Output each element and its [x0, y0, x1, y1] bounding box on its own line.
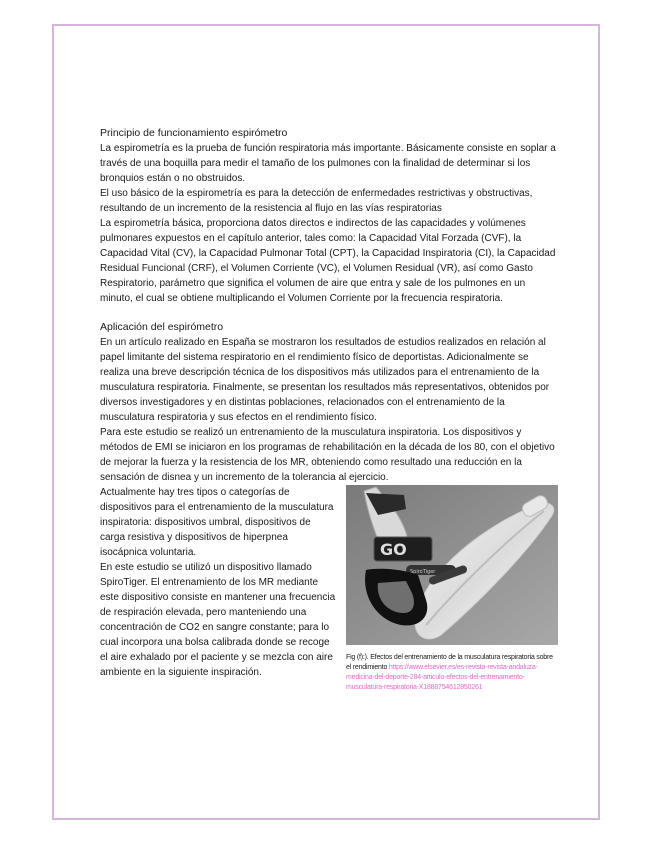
- device-brand: SpiroTiger: [410, 569, 436, 575]
- device-label-go: GO: [380, 540, 407, 559]
- figure: [346, 485, 558, 693]
- figure-caption-text: Fig (f):). Efectos del entrenamiento de la musculatura respiratoria sobre el rendimiento: [346, 654, 553, 671]
- section2-left-paragraph: Actualmente hay tres tipos o categorías de dispositivos para el entrenamiento de la musculatura inspiratoria: dispositivos umbral, dispositivos de carga resistiva y dispositivos de hiperpnea isocápnica voluntaria.: [100, 487, 334, 558]
- section1-paragraph: El uso básico de la espirometría es para la detección de enfermedades restrictivas y obstructivas, resultando de un incremento de la resistencia al flujo en las vías respiratorias: [100, 188, 533, 214]
- section2-heading: Aplicación del espirómetro: [100, 321, 224, 333]
- section2-left-paragraph: En este estudio se utilizó un dispositivo llamado SpiroTiger. El entrenamiento de los MR mediante este dispositivo consiste en mantener una frecuencia de respiración elevada, pero manteniendo una concentración de CO2 en sangre constante; para lo cual incorpora una bolsa calibrada donde se recoge el aire exhalado por el paciente y se mezcla con aire ambiente en la siguiente inspiración.: [100, 562, 336, 678]
- spirotiger-device-illustration: [346, 485, 558, 645]
- text-figure-block: [100, 485, 558, 691]
- document-body: [100, 126, 558, 691]
- section1-heading: Principio de funcionamiento espirómetro: [100, 127, 288, 139]
- left-column: [100, 485, 336, 680]
- spirotiger-photo: [346, 485, 558, 645]
- section1-paragraph: La espirometría básica, proporciona datos directos e indirectos de las capacidades y volúmenes pulmonares expuestos en el capítulo anterior, tales como: la Capacidad Vital Forzada (CVF), la Capacidad Vital (CV), la Capacidad Pulmonar Total (CPT), la Capacidad Inspiratoria (CI), la Capacidad Residual Funcional (CRF), el Volumen Corriente (VC), el Volumen Residual (VR), así como Gasto Respiratorio, parámetro que significa el volumen de aire que entra y sale de los pulmones en un minuto, el cual se obtiene multiplicando el Volumen Corriente por la frecuencia respiratoria.: [100, 218, 556, 304]
- section2-paragraph: En un artículo realizado en España se mostraron los resultados de estudios realizados en relación al papel limitante del sistema respiratorio en el rendimiento físico de deportistas. Adicionalmente se realiza una breve descripción técnica de los dispositivos más utilizados para el entrenamiento de la musculatura respiratoria. Finalmente, se presentan los resultados más representativos, obtenidos por diversos investigadores y en distintas poblaciones, relacionados con el entrenamiento de la musculatura respiratoria y sus efectos en el rendimiento físico.: [100, 337, 550, 423]
- section2-paragraph: Para este estudio se realizó un entrenamiento de la musculatura inspiratoria. Los dispositivos y métodos de EMI se iniciaron en los programas de rehabilitación en la década de los 80, con el objetivo de mejorar la fuerza y la resistencia de los MR, obteniendo como resultado una reducción en la sensación de disnea y un incremento de la tolerancia al ejercicio.: [100, 427, 555, 483]
- figure-caption: [346, 653, 558, 693]
- section1-paragraph: La espirometría es la prueba de función respiratoria más importante. Básicamente consiste en soplar a través de una boquilla para medir el tamaño de los pulmones con la finalidad de determinar si los bronquios están o no obstruidos.: [100, 143, 556, 184]
- figure-caption-link[interactable]: https://www.elsevier.es/es-revista-revista-andaluza-medicina-del-deporte-284-articulo-efectos-del-entrenamiento-musculatura-respiratoria-X1888754612850261: [346, 664, 538, 691]
